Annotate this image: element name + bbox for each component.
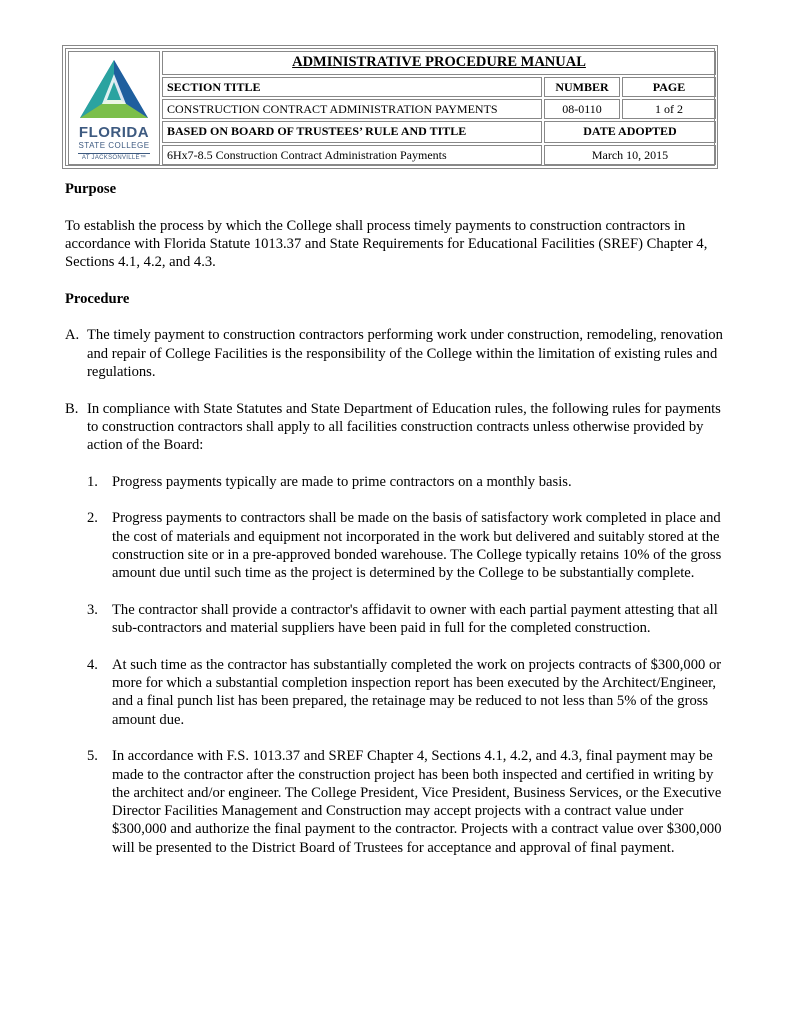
procedure-subitem-5 — [65, 747, 730, 857]
rule-value: 6Hx7-8.5 Construction Contract Administration Payments — [162, 145, 542, 165]
logo-state-college-text: STATE COLLEGE — [78, 141, 150, 150]
date-adopted-value: March 10, 2015 — [544, 145, 716, 165]
subitem-marker: 4. — [87, 656, 98, 673]
subitem-marker: 1. — [87, 473, 98, 490]
subitem-text: At such time as the contractor has substantially completed the work on projects contracts of $300,000 or more for which a substantial completion inspection report has been executed by the Architect/Engineer, and a final punch list has been prepared, the retainage may be reduced to not less than 5% of the gross amount due. — [112, 656, 722, 728]
procedure-heading: Procedure — [65, 290, 130, 307]
date-adopted-label: DATE ADOPTED — [544, 121, 716, 143]
subitem-text: In accordance with F.S. 1013.37 and SREF Chapter 4, Sections 4.1, 4.2, and 4.3, final payment may be made to the contractor after the construction project has been both inspected and certified in writing by the architect and/or engineer. The College President, Vice President, Business Services, or the Executive Director Facilities Management and Construction may accept projects with a contract value under $300,000 and authorize the final payment to the contractor. Projects with a contract value over $300,000 will be presented to the District Board of Trustees for acceptance and approval of final payment. — [112, 748, 722, 856]
logo-location-text: AT JACKSONVILLE™ — [78, 153, 150, 161]
section-title-label: SECTION TITLE — [162, 77, 542, 97]
logo-florida-text: FLORIDA — [78, 124, 150, 141]
item-marker: B. — [65, 400, 79, 417]
header-table — [65, 48, 715, 166]
procedure-item-b — [65, 400, 730, 455]
college-logo — [68, 51, 160, 165]
manual-title: ADMINISTRATIVE PROCEDURE MANUAL — [162, 51, 716, 75]
subitem-text: Progress payments typically are made to prime contractors on a monthly basis. — [112, 473, 572, 490]
subitem-marker: 2. — [87, 510, 98, 527]
item-marker: A. — [65, 327, 80, 344]
procedure-item-a — [65, 326, 730, 381]
subitem-text: The contractor shall provide a contractor's affidavit to owner with each partial payment attesting that all sub-contractors and material suppliers have been paid in full for the completed construction. — [112, 601, 718, 637]
document-body — [65, 180, 730, 857]
item-text: In compliance with State Statutes and State Department of Education rules, the following rules for payments to construction contractors shall apply to all facilities construction contracts unless otherwise provided by action of the Board: — [87, 400, 721, 454]
procedure-subitem-2 — [65, 509, 730, 582]
procedure-subitem-3 — [65, 601, 730, 638]
triangle-logo-icon — [72, 56, 156, 124]
number-value: 08-0110 — [544, 99, 620, 119]
procedure-subitem-4 — [65, 656, 730, 729]
purpose-text: To establish the process by which the College shall process timely payments to construction contractors in accordance with Florida Statute 1013.37 and State Requirements for Educational Facilities (SREF) Chapter 4, Sections 4.1, 4.2, and 4.3. — [65, 217, 708, 271]
subitem-marker: 3. — [87, 601, 98, 618]
document-header — [62, 45, 718, 169]
number-label: NUMBER — [544, 77, 620, 97]
purpose-heading: Purpose — [65, 181, 117, 197]
item-text: The timely payment to construction contractors performing work under construction, remodeling, renovation and repair of College Facilities is the responsibility of the College within the limitation of existing rules and regulations. — [87, 327, 723, 380]
page-label: PAGE — [622, 77, 716, 97]
page-value: 1 of 2 — [622, 99, 716, 119]
subitem-text: Progress payments to contractors shall be made on the basis of satisfactory work completed in place and the cost of materials and equipment not incorporated in the work but delivered and suitably stored at the construction site or in a pre-approved bonded warehouse. The College typically retains 10% of the gross amount due until such time as the project is determined by the College to be substantially complete. — [112, 510, 722, 582]
subitem-marker: 5. — [87, 748, 98, 765]
procedure-subitem-1 — [65, 473, 730, 491]
section-title-value: CONSTRUCTION CONTRACT ADMINISTRATION PAYMENTS — [162, 99, 542, 119]
rule-label: BASED ON BOARD OF TRUSTEES’ RULE AND TITLE — [162, 121, 542, 143]
